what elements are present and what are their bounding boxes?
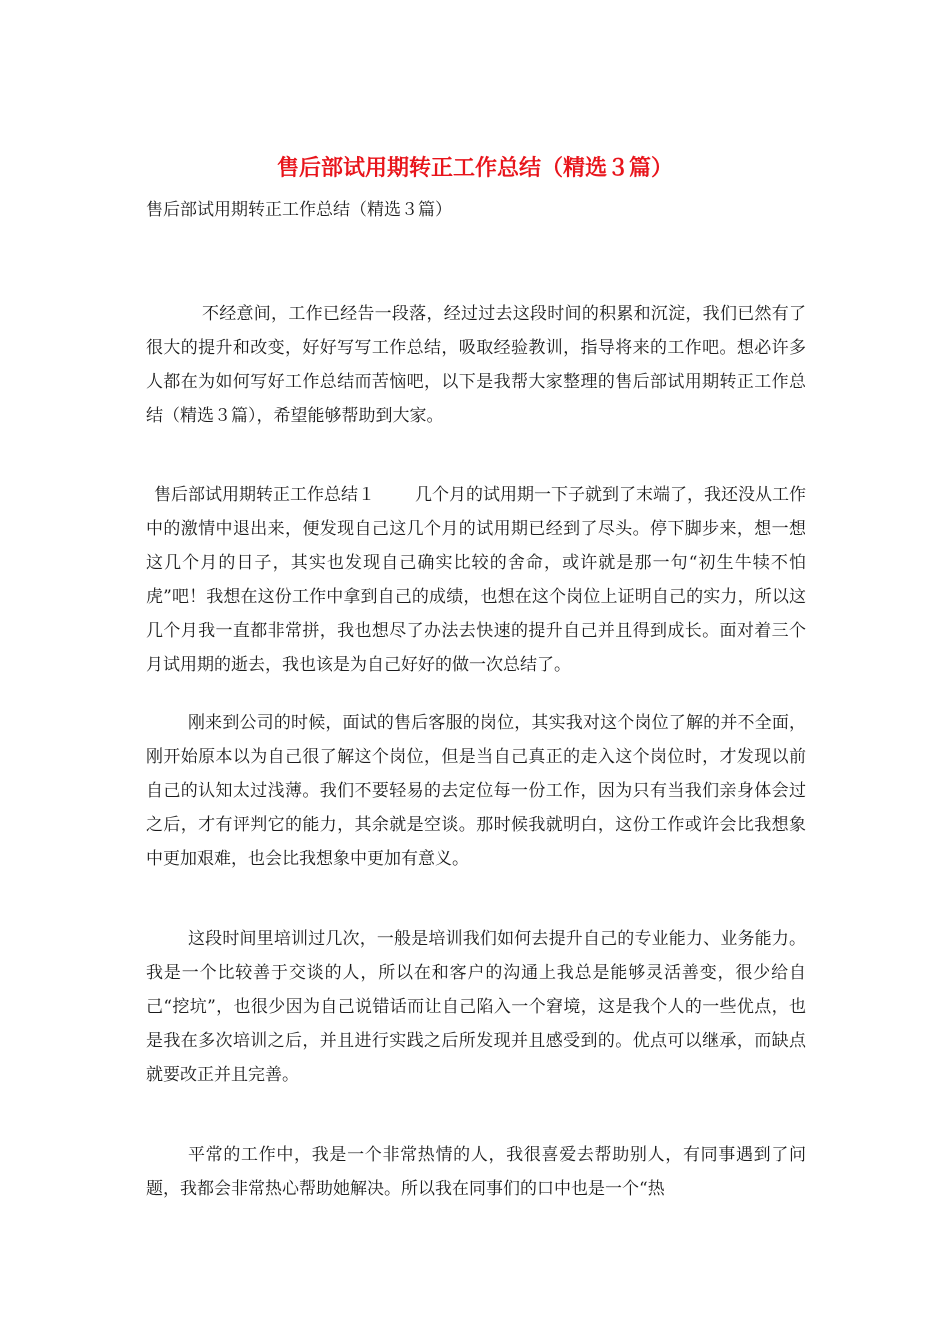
section1-paragraph-1: 几个月的试用期一下子就到了末端了，我还没从工作中的激情中退出来，便发现自己这几个月的试用期已经到了尽头。停下脚步来，想一想这几个月的日子，其实也发现自己确实比较的舍命，或许就是那一句“初生牛犊不怕虎”吧！我想在这份工作中拿到自己的成绩，也想在这个岗位上证明自己的实力，所以这几个月我一直都非常拼，我也想尽了办法去快速的提升自己并且得到成长。面对着三个月试用期的逝去，我也该是为自己好好的做一次总结了。: [146, 485, 806, 675]
section1-paragraph-2: 刚来到公司的时候，面试的售后客服的岗位，其实我对这个岗位了解的并不全面，刚开始原本以为自己很了解这个岗位，但是当自己真正的走入这个岗位时，才发现以前自己的认知太过浅薄。我们不要轻易的去定位每一份工作，因为只有当我们亲身体会过之后，才有评判它的能力，其余就是空谈。那时候我就明白，这份工作或许会比我想象中更加艰难，也会比我想象中更加有意义。: [146, 713, 806, 869]
section1-paragraph-4: 平常的工作中，我是一个非常热情的人，我很喜爱去帮助别人，有同事遇到了问题，我都会非常热心帮助她解决。所以我在同事们的口中也是一个“热: [146, 1145, 806, 1199]
intro-paragraph: 不经意间，工作已经告一段落，经过过去这段时间的积累和沉淀，我们已然有了很大的提升和改变，好好写写工作总结，吸取经验教训，指导将来的工作吧。想必许多人都在为如何写好工作总结而苦恼吧，以下是我帮大家整理的售后部试用期转正工作总结（精选３篇），希望能够帮助到大家。: [146, 304, 806, 426]
section1-first-paragraph: [146, 478, 806, 682]
section1-heading: 售后部试用期转正工作总结１: [154, 485, 375, 505]
document-title: 售后部试用期转正工作总结（精选３篇）: [276, 155, 673, 181]
document-subtitle: 售后部试用期转正工作总结（精选３篇）: [146, 200, 452, 220]
section1-paragraph-3: 这段时间里培训过几次，一般是培训我们如何去提升自己的专业能力、业务能力。我是一个比较善于交谈的人，所以在和客户的沟通上我总是能够灵活善变，很少给自己“挖坑”，也很少因为自己说错话而让自己陷入一个窘境，这是我个人的一些优点，也是我在多次培训之后，并且进行实践之后所发现并且感受到的。优点可以继承，而缺点就要改正并且完善。: [146, 929, 806, 1085]
